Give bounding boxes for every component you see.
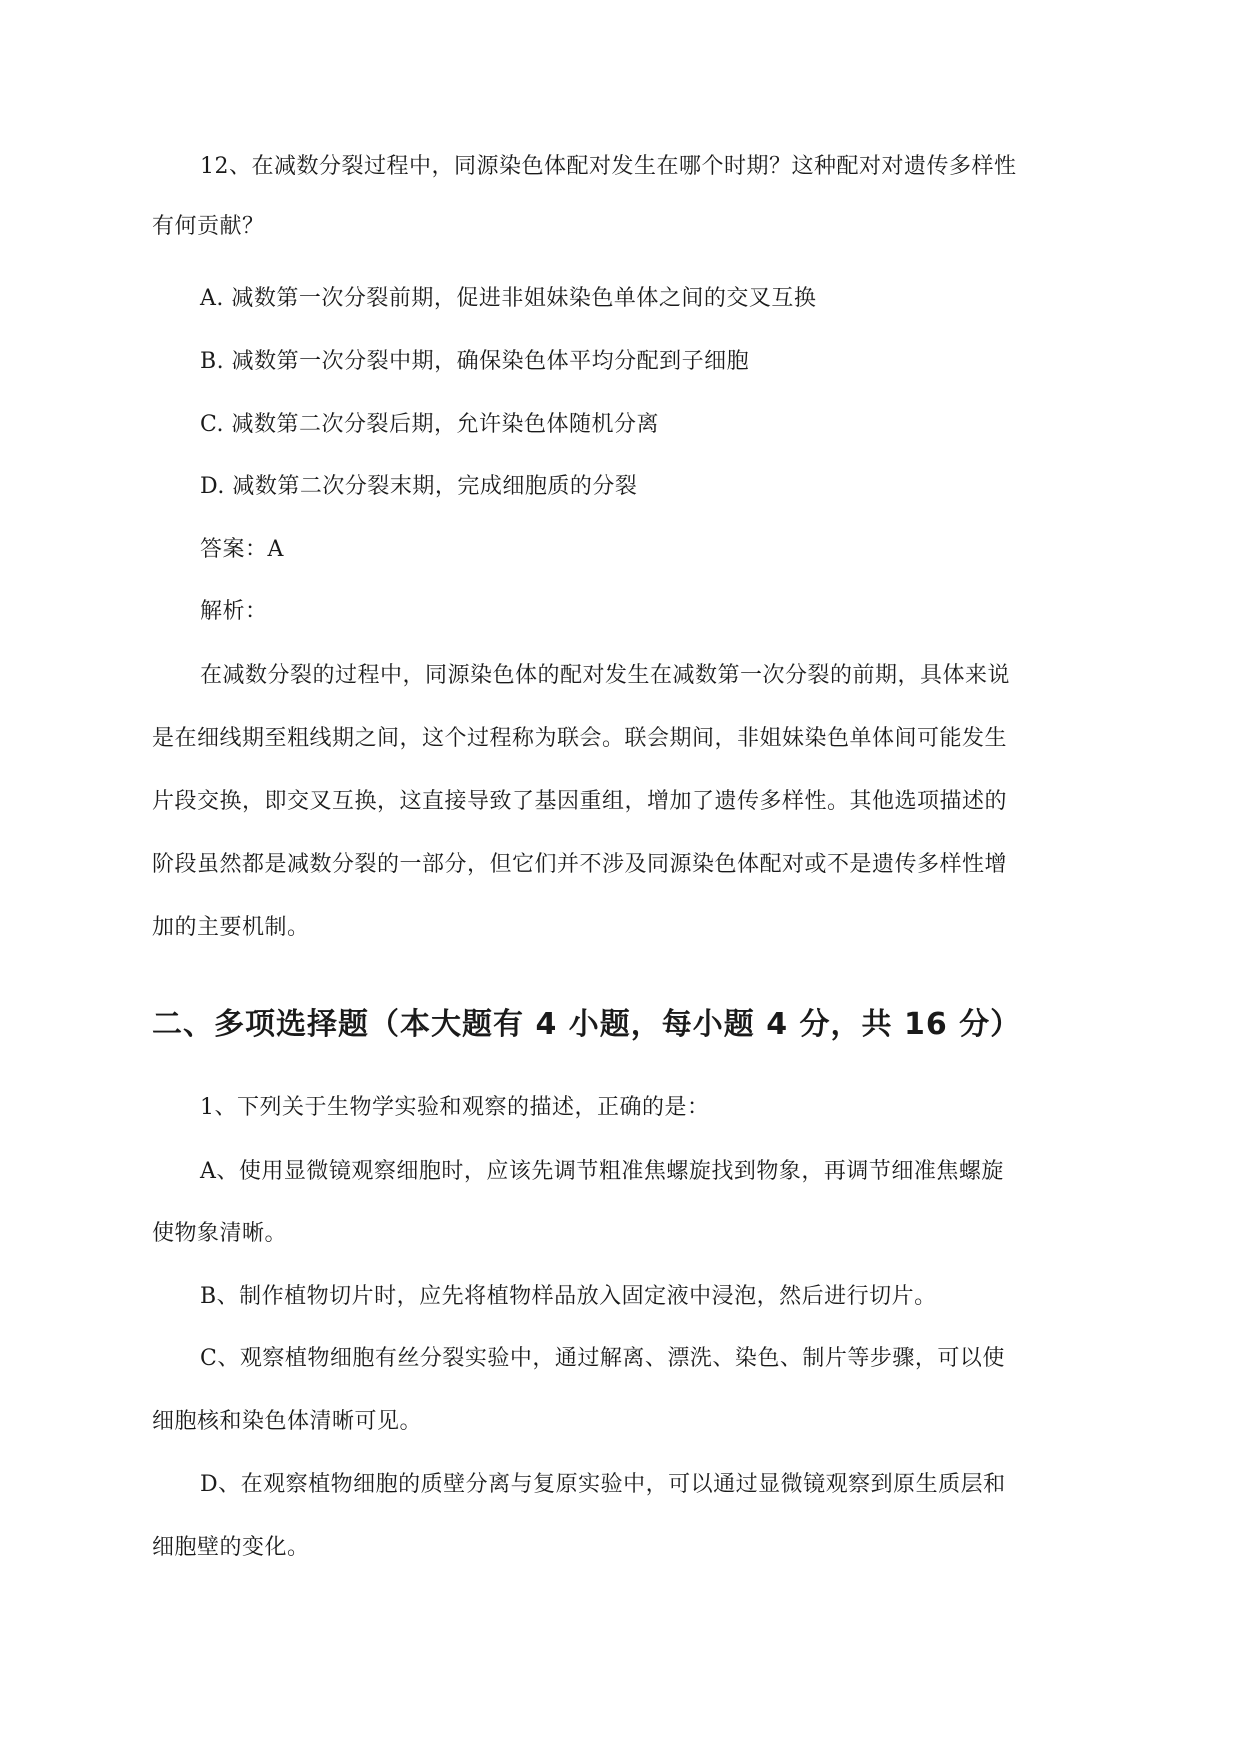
section-heading: 二、多项选择题（本大题有 4 小题，每小题 4 分，共 16 分） [152, 1007, 1022, 1042]
q1-option-d-line2: 细胞壁的变化。 [152, 1535, 310, 1560]
q1-option-a-line2: 使物象清晰。 [152, 1221, 288, 1246]
q1-option-a-line1: A、使用显微镜观察细胞时，应该先调节粗准焦螺旋找到物象，再调节细准焦螺旋 [200, 1159, 1004, 1184]
q12-stem-line2: 有何贡献？ [152, 214, 265, 239]
q1-option-b: B、制作植物切片时，应先将植物样品放入固定液中浸泡，然后进行切片。 [200, 1284, 937, 1309]
q12-analysis-line: 在减数分裂的过程中，同源染色体的配对发生在减数第一次分裂的前期，具体来说 [200, 663, 1011, 688]
q1-stem: 1、下列关于生物学实验和观察的描述，正确的是： [200, 1095, 710, 1120]
q12-option-d: D. 减数第二次分裂末期，完成细胞质的分裂 [200, 474, 638, 499]
q12-analysis-line: 加的主要机制。 [152, 915, 310, 940]
q12-stem-line1: 12、在减数分裂过程中，同源染色体配对发生在哪个时期？这种配对对遗传多样性 [200, 154, 1017, 179]
q12-analysis-line: 是在细线期至粗线期之间，这个过程称为联会。联会期间，非姐妹染色单体间可能发生 [152, 726, 1008, 751]
q1-option-c-line2: 细胞核和染色体清晰可见。 [152, 1409, 423, 1434]
q1-option-c-line1: C、观察植物细胞有丝分裂实验中，通过解离、漂洗、染色、制片等步骤，可以使 [200, 1346, 1005, 1371]
q12-option-a: A. 减数第一次分裂前期，促进非姐妹染色单体之间的交叉互换 [200, 286, 817, 311]
q12-analysis-line: 阶段虽然都是减数分裂的一部分，但它们并不涉及同源染色体配对或不是遗传多样性增 [152, 852, 1008, 877]
q12-analysis-label: 解析： [200, 599, 268, 624]
q12-option-b: B. 减数第一次分裂中期，确保染色体平均分配到子细胞 [200, 349, 750, 374]
q12-analysis-line: 片段交换，即交叉互换，这直接导致了基因重组，增加了遗传多样性。其他选项描述的 [152, 789, 1008, 814]
q1-option-d-line1: D、在观察植物细胞的质壁分离与复原实验中，可以通过显微镜观察到原生质层和 [200, 1472, 1006, 1497]
q12-option-c: C. 减数第二次分裂后期，允许染色体随机分离 [200, 412, 660, 437]
q12-answer: 答案：A [200, 537, 284, 562]
